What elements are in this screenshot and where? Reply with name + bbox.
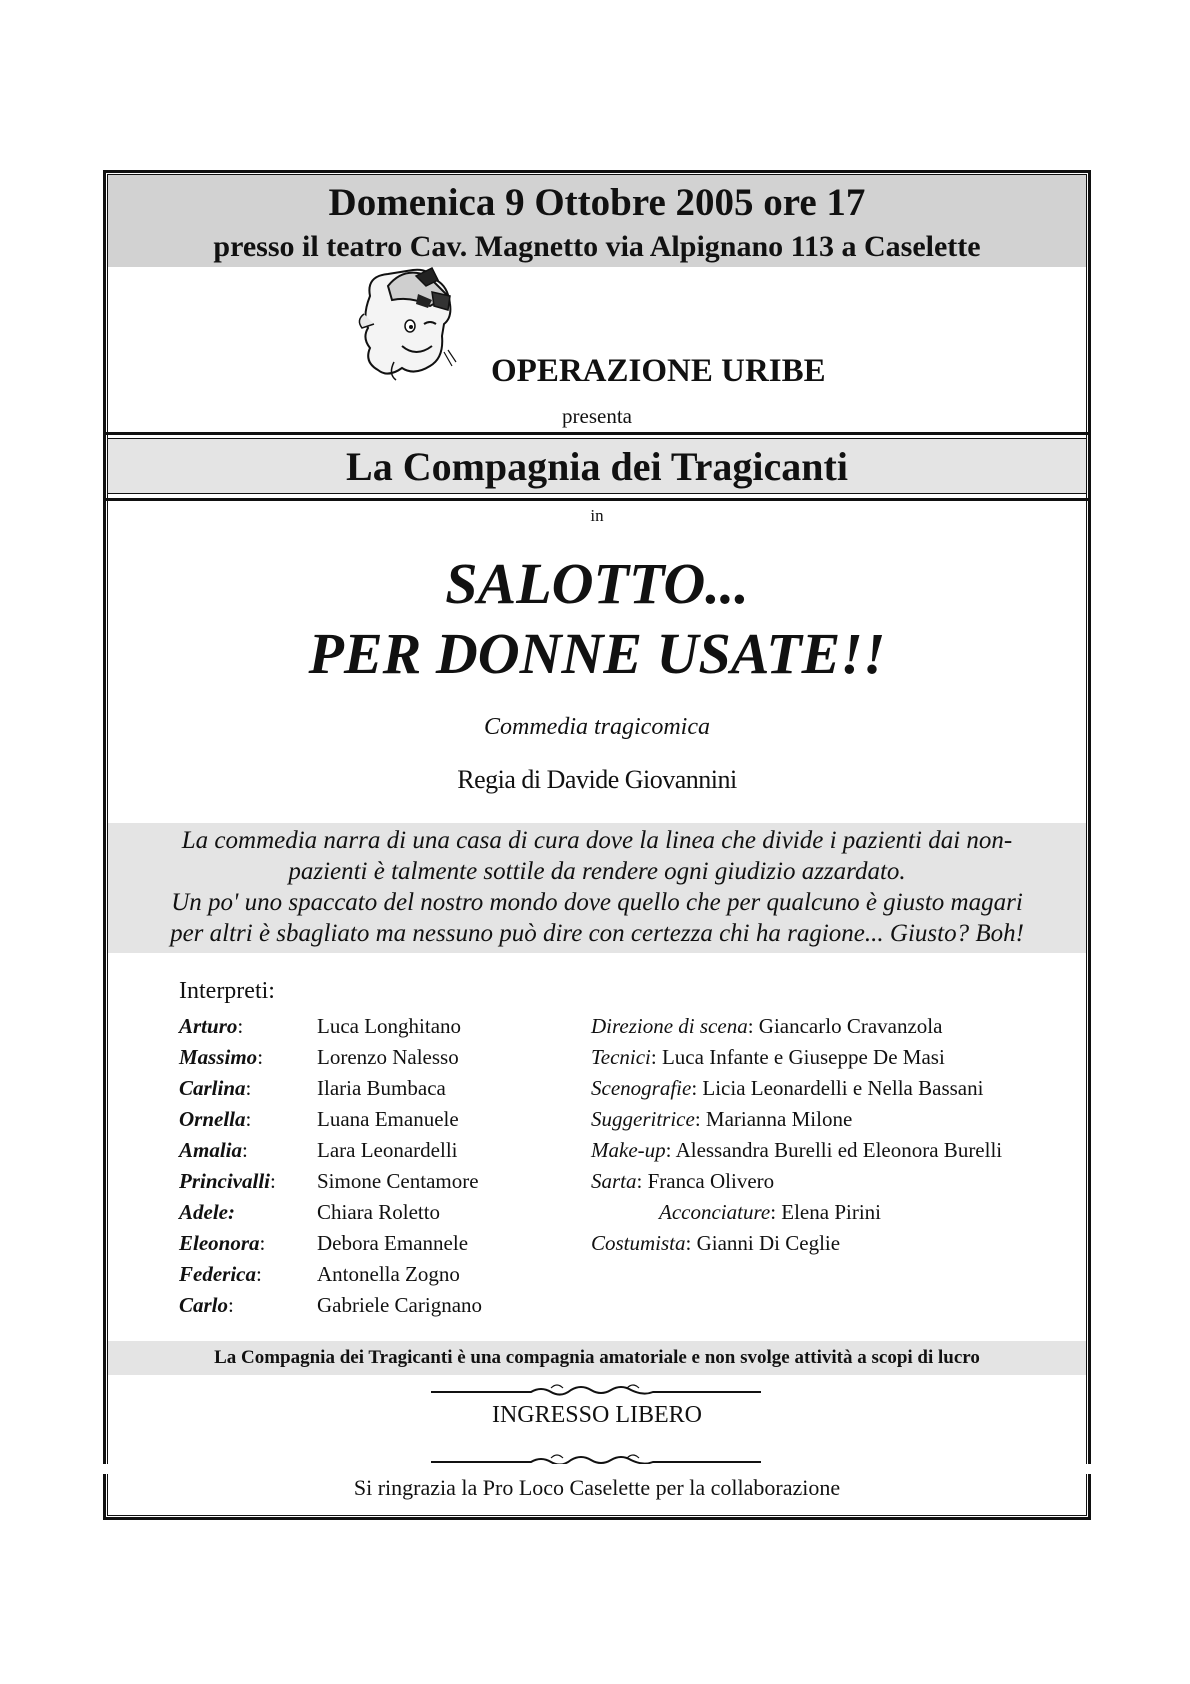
in-label: in (590, 506, 604, 525)
character-name: Ornella: (179, 1107, 252, 1131)
divider-company (103, 498, 1091, 501)
crew-role: Acconciature (659, 1200, 771, 1224)
crew-people: : Gianni Di Ceglie (685, 1231, 841, 1255)
thanks-text: Si ringrazia la Pro Loco Caselette per la collaborazione (353, 1475, 841, 1500)
entry-notice: INGRESSO LIBERO (491, 1402, 702, 1428)
crew-row (591, 1169, 1002, 1200)
cartoon-face-with-cap-icon (358, 266, 458, 384)
crew-people: : Giancarlo Cravanzola (747, 1014, 943, 1038)
actor-name: Gabriele Carignano (317, 1293, 483, 1317)
actor-name: Luana Emanuele (317, 1107, 459, 1131)
character-name: Federica: (179, 1262, 262, 1286)
crew-row (591, 1045, 1002, 1076)
crew-people: : Alessandra Burelli ed Eleonora Burelli (665, 1138, 1003, 1162)
description-line: La commedia narra di una casa di cura dove la linea che divide i pazienti dai non- (181, 827, 1013, 854)
description-line: pazienti è talmente sottile da rendere ogni giudizio azzardato. (288, 858, 906, 885)
character-name: Arturo: (179, 1014, 244, 1038)
border-gap (99, 1464, 1095, 1474)
actor-name: Lorenzo Nalesso (317, 1045, 459, 1069)
actor-name: Simone Centamore (317, 1169, 479, 1193)
organizer-name: OPERAZIONE URIBE (491, 353, 826, 389)
company-name: La Compagnia dei Tragicanti (346, 444, 848, 489)
character-name: Carlo: (179, 1293, 234, 1317)
crew-role: Tecnici (591, 1045, 651, 1069)
show-director: Regia di Davide Giovannini (457, 765, 737, 794)
disclaimer-text: La Compagnia dei Tragicanti è una compagnia amatoriale e non svolge attività a scopi di lucro (214, 1347, 980, 1368)
character-name: Eleonora: (179, 1231, 266, 1255)
crew-role: Costumista (591, 1231, 686, 1255)
crew-role: Make-up (591, 1138, 666, 1162)
crew-row (591, 1231, 1002, 1262)
event-date: Domenica 9 Ottobre 2005 ore 17 (328, 181, 866, 224)
crew-role: Direzione di scena (591, 1014, 748, 1038)
poster-frame (103, 170, 1091, 1520)
crew-people: : Luca Infante e Giuseppe De Masi (650, 1045, 945, 1069)
character-name: Adele: (179, 1200, 235, 1224)
crew-people: : Elena Pirini (770, 1200, 882, 1224)
cast-label: Interpreti: (179, 978, 275, 1004)
crew-list (591, 1014, 1002, 1262)
character-name: Massimo: (179, 1045, 264, 1069)
show-title-line2: PER DONNE USATE!! (308, 621, 886, 686)
crew-people: : Franca Olivero (636, 1169, 775, 1193)
show-genre: Commedia tragicomica (484, 714, 710, 740)
crew-role: Scenografie (591, 1076, 692, 1100)
character-name: Carlina: (179, 1076, 252, 1100)
show-title-line1: SALOTTO... (445, 551, 749, 616)
actor-name: Ilaria Bumbaca (317, 1076, 446, 1100)
crew-role: Sarta (591, 1169, 637, 1193)
actor-name: Lara Leonardelli (317, 1138, 458, 1162)
crew-row (591, 1200, 1002, 1231)
character-name: Princivalli: (179, 1169, 276, 1193)
presents-label: presenta (562, 404, 632, 428)
crew-row (591, 1138, 1002, 1169)
flourish-divider-icon (431, 1382, 761, 1398)
actor-name: Luca Longhitano (317, 1014, 462, 1038)
description-line: per altri è sbagliato ma nessuno può dire con certezza chi ha ragione... Giusto? Boh! (170, 920, 1024, 947)
crew-people: : Licia Leonardelli e Nella Bassani (691, 1076, 984, 1100)
event-venue: presso il teatro Cav. Magnetto via Alpignano 113 a Caselette (213, 230, 981, 263)
character-name: Amalia: (179, 1138, 248, 1162)
crew-people: : Marianna Milone (694, 1107, 853, 1131)
divider-top (103, 432, 1091, 435)
crew-row (591, 1107, 1002, 1138)
actor-name: Debora Emannele (317, 1231, 469, 1255)
actor-name: Antonella Zogno (317, 1262, 460, 1286)
crew-row (591, 1014, 1002, 1045)
actor-name: Chiara Roletto (317, 1200, 441, 1224)
crew-role: Suggeritrice (591, 1107, 695, 1131)
description-line: Un po' uno spaccato del nostro mondo dove quello che per qualcuno è giusto magari (171, 889, 1023, 916)
crew-row (591, 1076, 1002, 1107)
